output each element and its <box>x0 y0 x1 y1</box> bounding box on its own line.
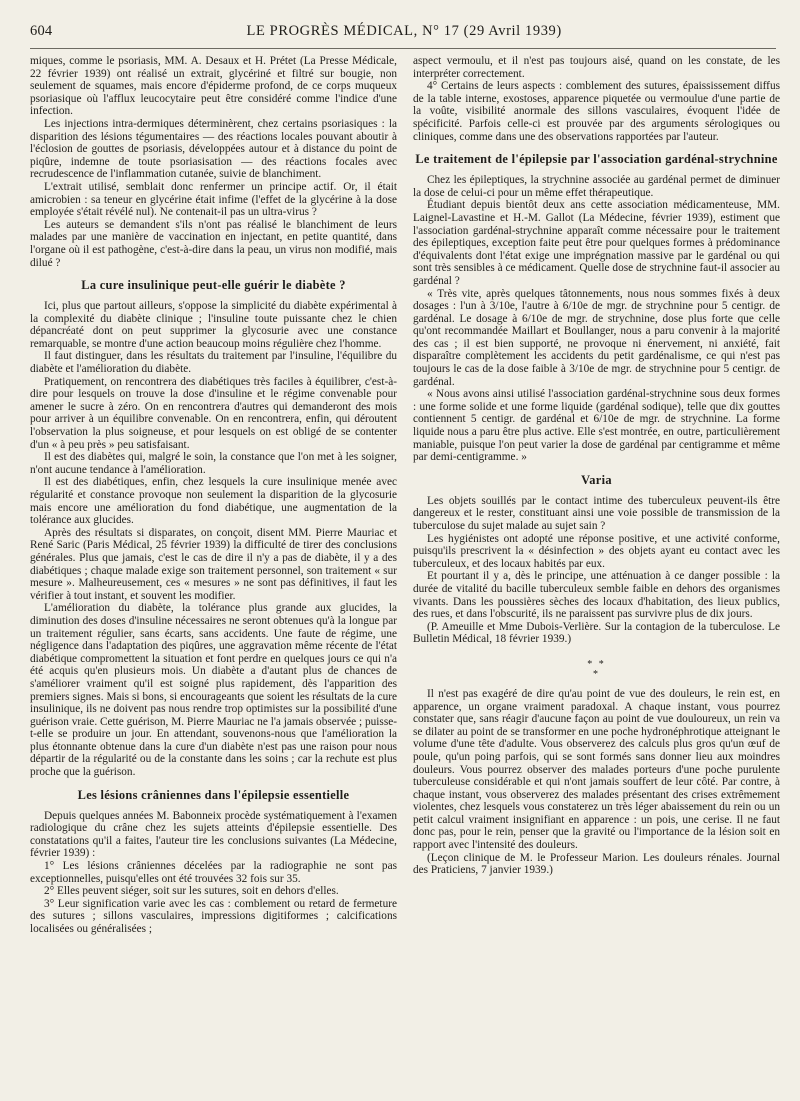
paragraph: L'amélioration du diabète, la tolérance plus grande aux glucides, la diminution des doses d'insuline nécessaires ne seront obtenues qu'à la longue par un traitement régulier, sans écarts, sans accidents. Une faute de régime, une négligence dans l'adaptation des piqûres, une aggravation même récente de l'état diabétique compromettent la situation et font perdre en quelques jours ce qui n'a été acquis qu'en plusieurs mois. Un diabète a d'autant plus de chances de s'améliorer vraiment qu'il est soigné plus rapidement, dès l'apparition des premiers signes. Mais si bons, si encourageants que soient les résultats de la cure insulinique, ils ne doivent pas nous rendre trop optimistes sur la possibilité d'une guérison vraie. Cette guérison, M. Pierre Mauriac ne l'a jamais observée ; puisse-t-elle se produire un jour. En attendant, souvenons-nous que l'amélioration la plus étonnante obtenue dans la cure d'un diabète n'est pas une raison pour nous départir de la régularité ou de la constante dans les soins ; car la rechute est plus proche que la guérison. <box>30 602 397 779</box>
paragraph: L'extrait utilisé, semblait donc renfermer un principe actif. Or, il était amicrobien : sa teneur en glycérine était infime (l'effet de la glycérine à la dose employée s'était révélé nul). Ne contenait-il pas un ultra-virus ? <box>30 180 397 219</box>
paragraph: Après des résultats si disparates, on conçoit, disent MM. Pierre Mauriac et René Saric (Paris Médical, 25 février 1939) la difficulté de tirer des conclusions générales. Plus que jamais, c'est le cas de dire il n'y a pas de diabète, il y a des diabétiques ; chaque malade exige son traitement personnel, son traitement « sur mesure ». Malheureusement, ces « mesures » ne sont pas définitives, il faut les vérifier à tout instant, et souvent les modifier. <box>30 526 397 602</box>
right-column <box>413 55 780 1083</box>
section-separator-stars: * * * <box>587 658 606 680</box>
paragraph: « Très vite, après quelques tâtonnements, nous nous sommes fixés à deux dosages : l'un à 3/10e, l'autre à 6/10e de mgr. de strychnine pour 5 centigr. de gardénal. Le dosage à 6/10e de mgr. de strychnine, dose plus forte que celle qu'ont recommandée Maillart et Boullanger, nous a paru convenir à la majorité des cas ; il est bien supporté, ne provoque ni énervement, ni anxiété, fait disparaître complètement les accidents du petit gardénalisme, ce qui n'est pas toujours le cas de la dose faible à 3/10e de mgr. de strychnine pour 5 centigr. de gardénal. <box>413 287 780 388</box>
paragraph: Les auteurs se demandent s'ils n'ont pas réalisé le blanchiment de leurs malades par une manière de vaccination en injectant, en petite quantité, dans l'organe où il est pathogène, c'est-à-dire dans la peau, un virus non modifié, mais dilué ? <box>30 218 397 269</box>
paragraph: « Nous avons ainsi utilisé l'association gardénal-strychnine sous deux formes : une forme solide et une forme liquide (gardénal sodique), telle que dix gouttes contiennent 5 centigr. de gardénal et 6/10e de mgr. de strychnine. La forme liquide nous a paru être plus active. Elle s'est montrée, en outre, particulièrement maniable, puisque l'on peut varier la dose de gardénal par centigramme et même par demi-centigramme. » <box>413 388 780 464</box>
paragraph: Il est des diabètes qui, malgré le soin, la constance que l'on met à les soigner, n'ont aucune tendance à l'amélioration. <box>30 451 397 476</box>
paragraph: 1° Les lésions crâniennes décelées par la radiographie ne sont pas exceptionnelles, puisqu'elles ont été trouvées 32 fois sur 35. <box>30 860 397 885</box>
paragraph: Ici, plus que partout ailleurs, s'oppose la simplicité du diabète expérimental à la complexité du diabète clinique ; l'insuline toute puissante chez le chien dépancréaté dont on peut supprimer la glycosurie avec une constance remarquable, se montre d'une action beaucoup moins régulière chez l'homme. <box>30 300 397 350</box>
paragraph: Pratiquement, on rencontrera des diabétiques très faciles à équilibrer, c'est-à-dire pour lesquels on trouve la dose d'insuline et le régime convenable pour amener le sucre à zéro. On en rencontrera d'autres qui demanderont des mois pour arriver à un équilibre convenable. On en rencontrera, enfin, qui déroutent l'observation la plus soigneuse, et pour lesquels on est obligé de se contenter d'un « à peu près » peu satisfaisant. <box>30 375 397 451</box>
citation: (Leçon clinique de M. le Professeur Marion. Les douleurs rénales. Journal des Praticiens, 7 janvier 1939.) <box>413 851 780 877</box>
paragraph: aspect vermoulu, et il n'est pas toujours aisé, quand on les constate, de les interpréter correctement. <box>413 55 780 80</box>
paragraph: Il faut distinguer, dans les résultats du traitement par l'insuline, l'équilibre du diabète et l'amélioration du diabète. <box>30 350 397 376</box>
paragraph: Les injections intra-dermiques déterminèrent, chez certains psoriasiques : la disparition des lésions tégumentaires — des réactions locales pouvant aboutir à l'éclosion de gouttes de psoriasis, développées autour et à distance du point de piqûre, indemne de toute psoriasisation — des réactions focales avec recrudescence de l'inflammation cutanée, suivie de blanchiment. <box>30 117 397 181</box>
left-column <box>30 55 397 1083</box>
section-heading-diabete: La cure insulinique peut-elle guérir le diabète ? <box>81 278 346 293</box>
page-number: 604 <box>30 22 53 39</box>
paragraph: Il est des diabétiques, enfin, chez lesquels la cure insulinique menée avec régularité et constance provoque non seulement la disparition de la glycosurie mais encore une amélioration du fond diabétique, une augmentation de la tolérance aux glucides. <box>30 476 397 527</box>
paragraph: Et pourtant il y a, dès le principe, une atténuation à ce danger possible : la durée de vitalité du bacille tuberculeux semble faible en dehors des organismes vivants. Dans les poussières sèches des locaux d'habitation, des lieux publics, des rues, et dans l'obscurité, ils ne paraissent pas survivre plus de dix jours. <box>413 570 780 621</box>
header-rule <box>30 48 776 49</box>
paragraph: 2° Elles peuvent siéger, soit sur les sutures, soit en dehors d'elles. <box>44 885 339 898</box>
citation: (P. Ameuille et Mme Dubois-Verlière. Sur la contagion de la tuberculose. Le Bulletin Médical, 18 février 1939.) <box>413 620 780 646</box>
section-heading-epilepsie: Le traitement de l'épilepsie par l'association gardénal-strychnine <box>415 152 778 167</box>
paragraph: Les hygiénistes ont adopté une réponse positive, et une activité conforme, puisqu'ils prescrivent la « désinfection » des objets ayant eu contact avec les tuberculeux, et des locaux habités par eux. <box>413 532 780 570</box>
paragraph: Étudiant depuis bientôt deux ans cette association médicamenteuse, MM. Laignel-Lavastine et H.-M. Gallot (La Médecine, février 1939), estiment que l'association gardénal-strychnine apparaît comme nécessaire pour le traitement des épileptiques, exception faite peut être pour quelques formes à prédominance d'équivalents dont l'état exige une imprégnation massive par le gardénal ou qui sont très sensibles à ce médicament. Quelle dose de strychnine faut-il associer au gardénal ? <box>413 199 780 287</box>
paragraph: Les objets souillés par le contact intime des tuberculeux peuvent-ils être dangereux et le rester, constituant ainsi une voie possible de transmission de la tuberculose du sujet malade au sujet sain ? <box>413 494 780 532</box>
page-header <box>30 18 776 44</box>
paragraph: Il n'est pas exagéré de dire qu'au point de vue des douleurs, le rein est, en apparence, un organe vraiment paradoxal. A chaque instant, vous pourrez constater que, sans réagir d'aucune façon au point de vue douloureux, un rein va se dilater au point de se transformer en une poche hydronéphrotique atteignant le volume d'une tête d'adulte. Vous observerez des calculs plus gros qu'un œuf de poule, qu'un poing parfois, qui se sont formés sans donner lieu aux moindres douleurs. Vous pourrez observer des malades porteurs d'une poche purulente tuberculeuse considérable et qui n'ont jamais souffert de leur côté. Par contre, à chaque instant, vous observerez des malades présentant des crises extrêmement violentes, chez lesquels vous constaterez un très léger abaissement du rein ou un petit calcul vraiment insignifiant en apparence : un pois, une cerise. Il ne faut donc pas, pour le rein, penser que la gravité ou l'importance de la lésion soit en rapport avec l'intensité des douleurs. <box>413 687 780 852</box>
journal-title: LE PROGRÈS MÉDICAL, N° 17 (29 Avril 1939) <box>246 22 562 39</box>
paragraph: 3° Leur signification varie avec les cas : comblement ou retard de fermeture des sutures ; sillons vasculaires, impressions digitiformes ; calcifications localisées ou généralisées ; <box>30 897 397 935</box>
paragraph: miques, comme le psoriasis, MM. A. Desaux et H. Prétet (La Presse Médicale, 22 février 1939) ont réalisé un extrait, glycériné et filtré sur bougie, non seulement de squames, mais encore d'épiderme profond, de ce corps muqueux psoriasique où l'afflux leucocytaire peut être considéré comme l'indice d'une infection. <box>30 55 397 118</box>
section-heading-varia: Varia <box>581 472 612 487</box>
paragraph: Chez les épileptiques, la strychnine associée au gardénal permet de diminuer la dose de celui-ci pour un même effet thérapeutique. <box>413 174 780 199</box>
section-heading-lesions: Les lésions crâniennes dans l'épilepsie essentielle <box>77 787 350 802</box>
paragraph: 4° Certains de leurs aspects : comblement des sutures, épaississement diffus de la table interne, exostoses, apparence piquetée ou vermoulue d'une partie de la voûte, visibilité anormale des sillons vasculaires, évoquent l'idée de spécificité. Parfois celle-ci est prouvée par des arguments sérologiques ou cliniques, comme dans une des observations rapportées par l'auteur. <box>413 80 780 143</box>
paragraph: Depuis quelques années M. Babonneix procède systématiquement à l'examen radiologique du crâne chez les sujets atteints d'épilepsie essentielle. Des constatations qu'il a faites, l'auteur tire les conclusions suivantes (La Médecine, février 1939) : <box>30 809 397 860</box>
